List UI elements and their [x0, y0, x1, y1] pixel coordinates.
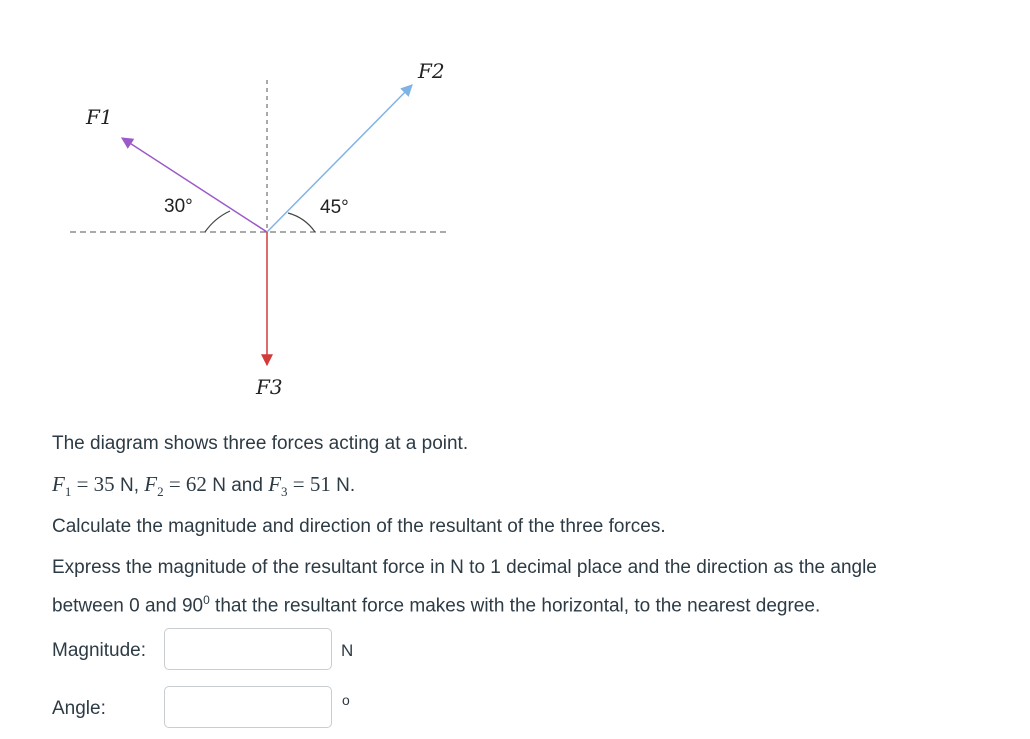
- force-f2-label: F2: [418, 59, 445, 83]
- force-values-line: $F_1 = 35$ N, $F_2 = 62$ N and $F_3 = 51$ N.: [52, 472, 356, 500]
- force-diagram: [0, 0, 520, 420]
- angle-arc-45: [288, 213, 315, 232]
- question-task: Calculate the magnitude and direction of the resultant of the three forces.: [52, 516, 666, 537]
- f2-value: $F_2 = 62$: [144, 472, 207, 500]
- question-express-line2: between 0 and $90^0$ that the resultant force makes with the horizontal, to the nearest degree.: [52, 593, 821, 617]
- question-express-line1: Express the magnitude of the resultant force in N to 1 decimal place and the direction as the angle: [52, 557, 877, 578]
- question-intro: The diagram shows three forces acting at a point.: [52, 433, 469, 454]
- magnitude-label: Magnitude:: [52, 640, 147, 661]
- f3-value: $F_3 = 51$: [268, 472, 331, 500]
- force-f3-label: F3: [256, 375, 283, 399]
- angle-label-30: 30°: [164, 196, 193, 217]
- f1-value: $F_1 = 35$: [52, 472, 115, 500]
- force-f1-arrow: [122, 138, 267, 232]
- angle-unit-degree: o: [342, 692, 350, 708]
- angle-arc-30: [205, 211, 230, 232]
- magnitude-input[interactable]: [164, 628, 332, 670]
- force-f1-label: F1: [86, 105, 113, 129]
- angle-label: Angle:: [52, 698, 106, 719]
- angle-label-45: 45°: [320, 197, 349, 218]
- magnitude-unit: N: [341, 641, 354, 660]
- angle-input[interactable]: [164, 686, 332, 728]
